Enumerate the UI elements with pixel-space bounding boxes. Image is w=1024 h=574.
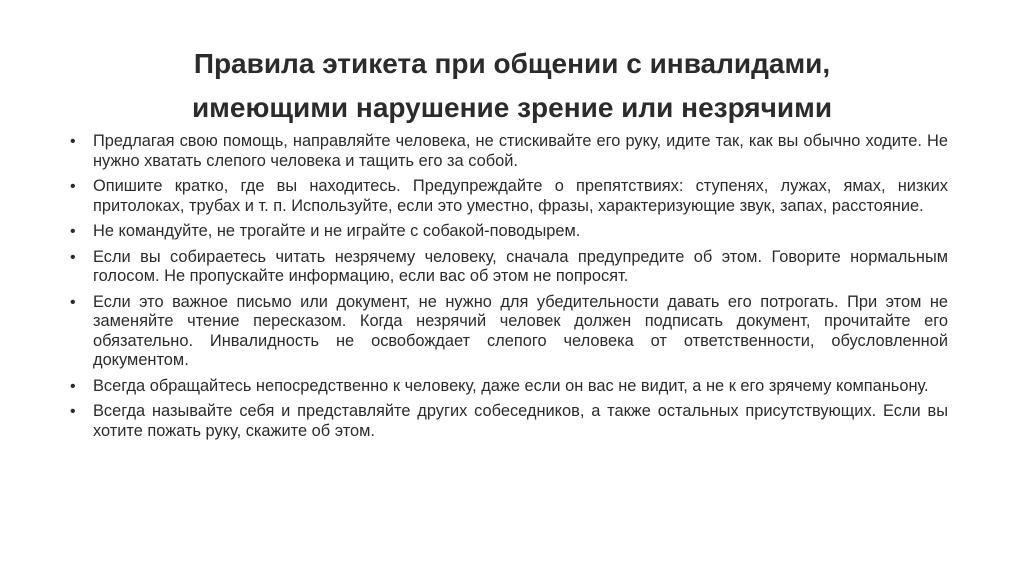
bullet-item (68, 377, 948, 397)
bullet-icon: • (70, 293, 76, 311)
bullet-icon: • (70, 403, 76, 420)
slide-title-line-2: имеющими нарушение зрение или незрячими (191, 92, 833, 123)
bullet-item (68, 222, 948, 242)
bullet-icon: • (70, 377, 76, 395)
bullet-item (68, 293, 948, 371)
bullet-item (68, 248, 948, 287)
bullet-text: Предлагая свою помощь, направляйте человека, не стискивайте его руку, идите так, как вы обычно ходите. Не нужно хватать слепого человека и тащить его за собой. (93, 132, 948, 170)
bullet-item (68, 402, 948, 441)
slide-title (80, 42, 944, 130)
bullet-item (68, 177, 948, 216)
bullet-list (68, 132, 948, 447)
bullet-text: Всегда называйте себя и представляйте других собеседников, а также остальных присутствующих. Если вы хотите пожать руку, скажите об этом. (93, 402, 948, 440)
bullet-text: Опишите кратко, где вы находитесь. Предупреждайте о препятствиях: ступенях, лужах, ямах, низких притолоках, трубах и т. п. Используйте, если это уместно, фразы, характеризующие звук, запах, расстояние. (93, 177, 948, 215)
slide-title-line-1: Правила этикета при общении с инвалидами, (193, 48, 831, 79)
bullet-icon: • (70, 223, 76, 240)
bullet-icon: • (70, 178, 76, 195)
bullet-text: Не командуйте, не трогайте и не играйте с собакой-поводырем. (93, 222, 581, 240)
bullet-icon: • (70, 133, 76, 150)
bullet-icon: • (70, 248, 76, 266)
bullet-text: Если вы собираетесь читать незрячему человеку, сначала предупредите об этом. Говорите нормальным голосом. Не пропускайте информацию, если вас об этом не попросят. (93, 247, 948, 285)
bullet-text: Всегда обращайтесь непосредственно к человеку, даже если он вас не видит, а не к его зрячему компаньону. (93, 376, 929, 395)
bullet-text: Если это важное письмо или документ, не нужно для убедительности давать его потрогать. При этом не заменяйте чтение пересказом. Когда незрячий человек должен подписать документ, прочитайте его обязательно. Инвалидность не освобождает слепого человека от ответственности, обусловленной документом. (93, 292, 948, 369)
bullet-item (68, 132, 948, 171)
